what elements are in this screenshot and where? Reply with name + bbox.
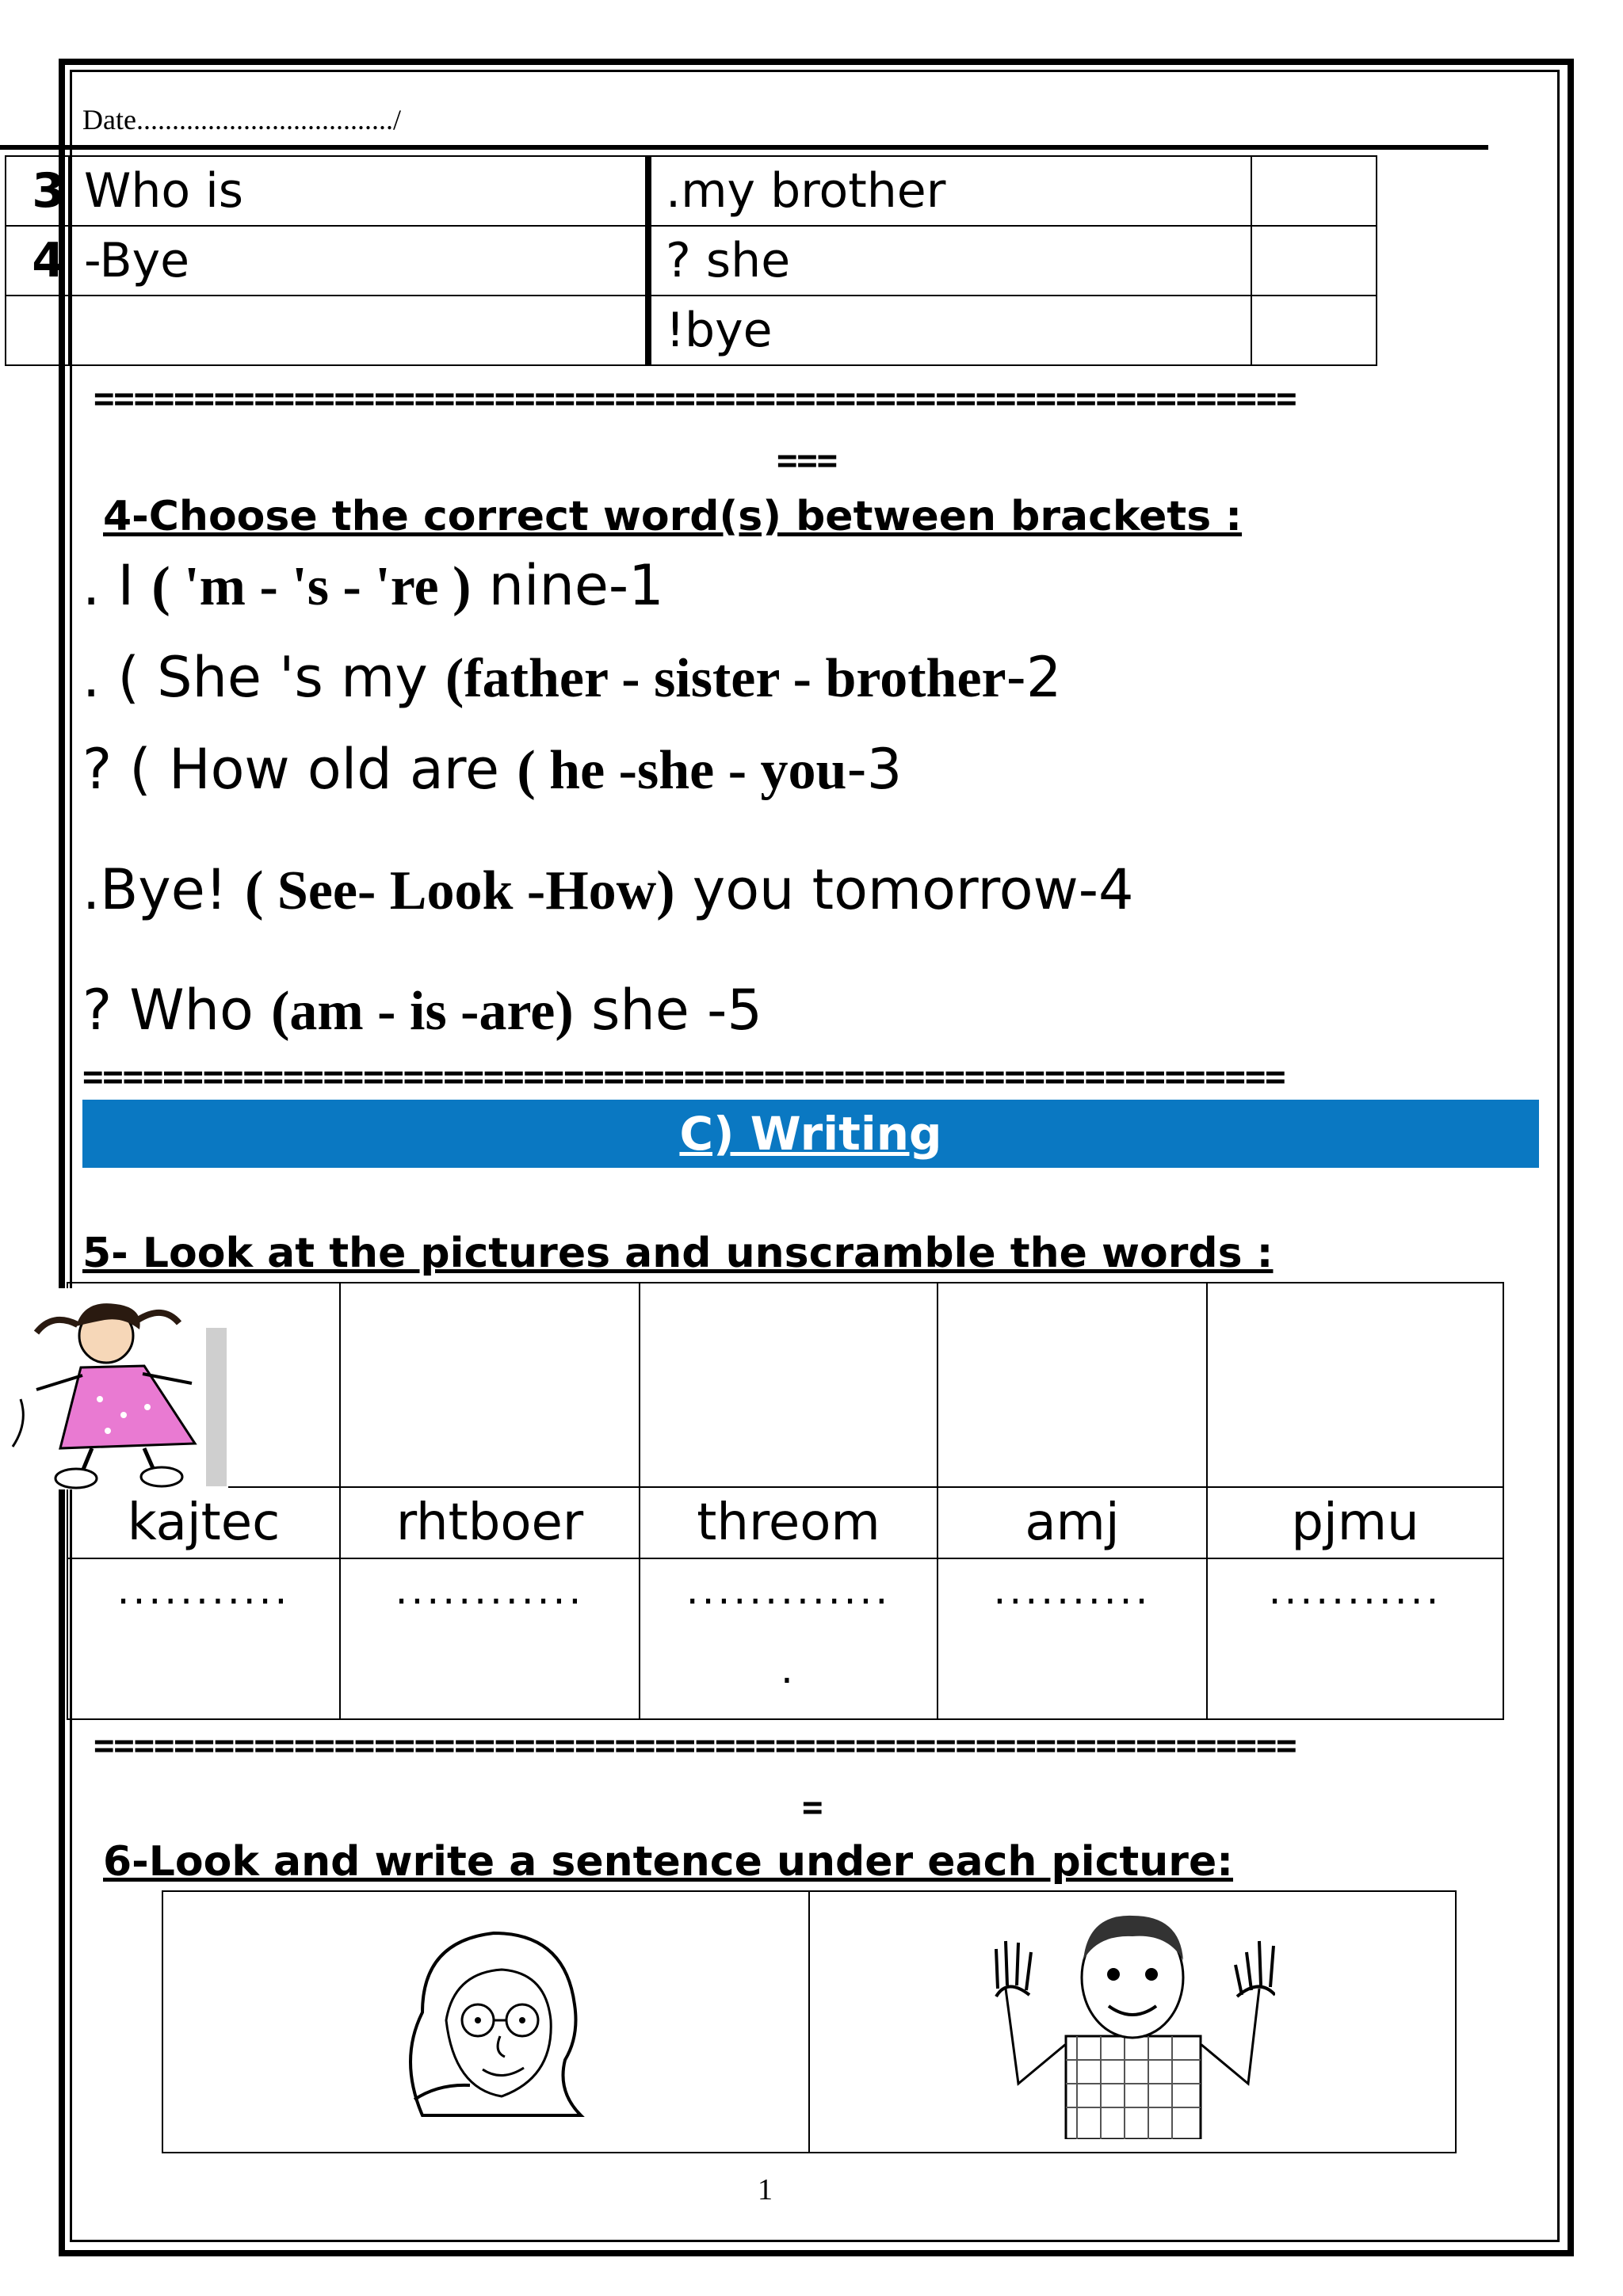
- left-phrase: [69, 296, 648, 365]
- answer-box[interactable]: [1251, 156, 1377, 226]
- picture-cell: [1207, 1283, 1503, 1487]
- waving-boy-picture: [990, 1901, 1275, 2139]
- matching-table: [5, 155, 1377, 366]
- question-item: [82, 645, 1061, 711]
- grandmother-picture: [367, 1901, 605, 2139]
- answer-blank[interactable]: [640, 1558, 938, 1719]
- separator-line: ============================================================: [94, 379, 1296, 419]
- table-row: [6, 296, 1377, 365]
- sentence-table: [162, 1890, 1457, 2153]
- stray-dot: .: [781, 1646, 796, 1692]
- separator-line: =: [802, 1787, 823, 1828]
- picture-row: [162, 1891, 1456, 2153]
- scrambled-word: kajtec: [67, 1487, 340, 1558]
- picture-cell: [640, 1283, 938, 1487]
- picture-cell: [938, 1283, 1207, 1487]
- question-item: [82, 553, 664, 619]
- item-options: (father - sister - brother: [445, 648, 1006, 709]
- item-prefix: . ( She 's my: [82, 645, 446, 710]
- question-item: [82, 857, 1134, 923]
- item-prefix: . I: [82, 553, 152, 618]
- separator-line: ============================================================: [82, 1057, 1285, 1097]
- row-number: [6, 296, 69, 365]
- left-phrase: -Bye: [69, 226, 648, 296]
- answer-box[interactable]: [1251, 226, 1377, 296]
- scrambled-word: threom: [640, 1487, 938, 1558]
- separator-line: ============================================================: [94, 1726, 1296, 1766]
- answer-blank[interactable]: ...........: [1207, 1558, 1503, 1719]
- table-row: [6, 156, 1377, 226]
- section-c-banner: [82, 1100, 1539, 1168]
- answer-blank[interactable]: ............: [340, 1558, 640, 1719]
- picture-cell: [809, 1891, 1456, 2153]
- item-prefix: .Bye!: [82, 857, 246, 922]
- answer-blank[interactable]: ...........: [67, 1558, 340, 1719]
- question-item: [82, 737, 902, 803]
- item-suffix: she -5: [573, 978, 762, 1043]
- right-phrase: !bye: [648, 296, 1251, 365]
- question-5-heading: 5- Look at the pictures and unscramble the words :: [82, 1230, 1274, 1277]
- unscramble-table: [67, 1282, 1504, 1720]
- scrambled-row: [67, 1487, 1503, 1558]
- item-options: (am - is -are): [271, 981, 574, 1042]
- section-c-title: C) Writing: [679, 1107, 942, 1161]
- scrambled-word: amj: [938, 1487, 1207, 1558]
- item-options: ( he -she - you: [517, 740, 847, 801]
- item-suffix: nine-1: [471, 553, 664, 618]
- answer-row: [67, 1558, 1503, 1719]
- header-rule: [0, 145, 1488, 150]
- item-suffix: -3: [846, 737, 903, 802]
- item-suffix: -2: [1006, 645, 1062, 710]
- row-number: 4: [6, 226, 69, 296]
- page-number: 1: [758, 2173, 773, 2206]
- table-row: [6, 226, 1377, 296]
- item-options: ( 'm - 's - 're ): [151, 556, 472, 617]
- blank-dots: .............: [685, 1567, 892, 1613]
- picture-cell: [162, 1891, 809, 2153]
- question-4-heading: 4-Choose the correct word(s) between brackets :: [103, 493, 1243, 540]
- item-options: ( See- Look -How): [245, 860, 675, 921]
- question-item: [82, 978, 762, 1043]
- picture-row: [67, 1283, 1503, 1487]
- answer-blank[interactable]: ..........: [938, 1558, 1207, 1719]
- right-phrase: .my brother: [648, 156, 1251, 226]
- separator-line: ===: [777, 441, 837, 481]
- girl-jumping-picture: [5, 1288, 242, 1494]
- answer-box[interactable]: [1251, 296, 1377, 365]
- row-number: 3: [6, 156, 69, 226]
- question-6-heading: 6-Look and write a sentence under each picture:: [103, 1838, 1234, 1886]
- scrambled-word: rhtboer: [340, 1487, 640, 1558]
- left-phrase: Who is: [69, 156, 648, 226]
- scrambled-word: pjmu: [1207, 1487, 1503, 1558]
- right-phrase: ? she: [648, 226, 1251, 296]
- item-prefix: ? ( How old are: [82, 737, 517, 802]
- item-suffix: you tomorrow-4: [674, 857, 1134, 922]
- item-prefix: ? Who: [82, 978, 272, 1043]
- date-field: Date..................................../: [82, 104, 401, 135]
- picture-cell: [340, 1283, 640, 1487]
